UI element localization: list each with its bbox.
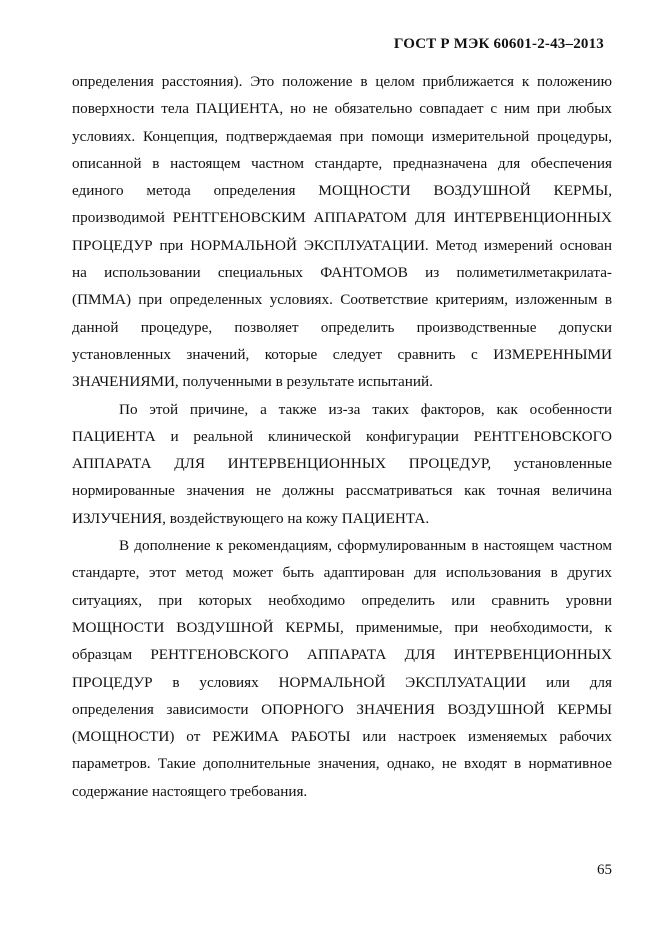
- text-line: МОЩНОСТИ ВОЗДУШНОЙ КЕРМЫ, применимые, при необходимости, к: [72, 618, 612, 636]
- text-line: (ПММА) при определенных условиях. Соответствие критериям, изложенным в: [72, 291, 612, 309]
- text-line: ПРОЦЕДУР в условиях НОРМАЛЬНОЙ ЭКСПЛУАТАЦИИ или для: [72, 673, 612, 691]
- text-line: (МОЩНОСТИ) от РЕЖИМА РАБОТЫ или настроек изменяемых рабочих: [72, 728, 612, 746]
- text-line: нормированные значения не должны рассматриваться как точная величина: [72, 482, 612, 500]
- text-line: В дополнение к рекомендациям, сформулированным в настоящем частном: [119, 537, 612, 555]
- text-line: ПРОЦЕДУР при НОРМАЛЬНОЙ ЭКСПЛУАТАЦИИ. Метод измерений основан: [72, 236, 612, 254]
- text-line: поверхности тела ПАЦИЕНТА, но не обязательно совпадает с ним при любых: [72, 100, 612, 118]
- text-line: определения расстояния). Это положение в целом приближается к положению: [72, 73, 612, 90]
- paragraph-3: [72, 532, 612, 805]
- document-body: [72, 68, 612, 805]
- text-line: АППАРАТА ДЛЯ ИНТЕРВЕНЦИОННЫХ ПРОЦЕДУР, установленные: [72, 455, 612, 473]
- text-line: установленных значений, которые следует сравнить с ИЗМЕРЕННЫМИ: [72, 345, 612, 363]
- document-header: [394, 36, 604, 53]
- text-line: единого метода определения МОЩНОСТИ ВОЗДУШНОЙ КЕРМЫ,: [72, 182, 612, 200]
- text-line: содержание настоящего требования.: [72, 782, 308, 800]
- text-line: стандарте, этот метод может быть адаптирован для использования в других: [72, 564, 612, 582]
- text-line: определения зависимости ОПОРНОГО ЗНАЧЕНИЯ ВОЗДУШНОЙ КЕРМЫ: [72, 700, 612, 718]
- standard-code: ГОСТ Р МЭК 60601-2-43–2013: [393, 36, 604, 52]
- text-line: данной процедуре, позволяет определить производственные допуски: [72, 318, 612, 336]
- text-line: ИЗЛУЧЕНИЯ, воздействующего на кожу ПАЦИЕНТА.: [72, 509, 430, 527]
- text-line: производимой РЕНТГЕНОВСКИМ АППАРАТОМ ДЛЯ ИНТЕРВЕНЦИОННЫХ: [72, 209, 612, 227]
- text-line: ЗНАЧЕНИЯМИ, полученными в результате испытаний.: [72, 373, 433, 391]
- text-line: параметров. Такие дополнительные значения, однако, не входят в нормативное: [72, 755, 612, 773]
- text-line: описанной в настоящем частном стандарте, предназначена для обеспечения: [72, 154, 612, 172]
- text-line: условиях. Концепция, подтверждаемая при помощи измерительной процедуры,: [72, 127, 612, 145]
- text-line: ситуациях, при которых необходимо определить или сравнить уровни: [72, 591, 612, 609]
- text-line: По этой причине, а также из-за таких факторов, как особенности: [119, 400, 612, 418]
- text-line: образцам РЕНТГЕНОВСКОГО АППАРАТА ДЛЯ ИНТЕРВЕНЦИОННЫХ: [72, 646, 612, 664]
- paragraph-2: [72, 396, 612, 532]
- paragraph-1: [72, 68, 612, 396]
- text-line: ПАЦИЕНТА и реальной клинической конфигурации РЕНТГЕНОВСКОГО: [72, 427, 612, 445]
- page-number: 65: [597, 862, 612, 878]
- text-line: на использовании специальных ФАНТОМОВ из полиметилметакрилата-: [72, 264, 612, 282]
